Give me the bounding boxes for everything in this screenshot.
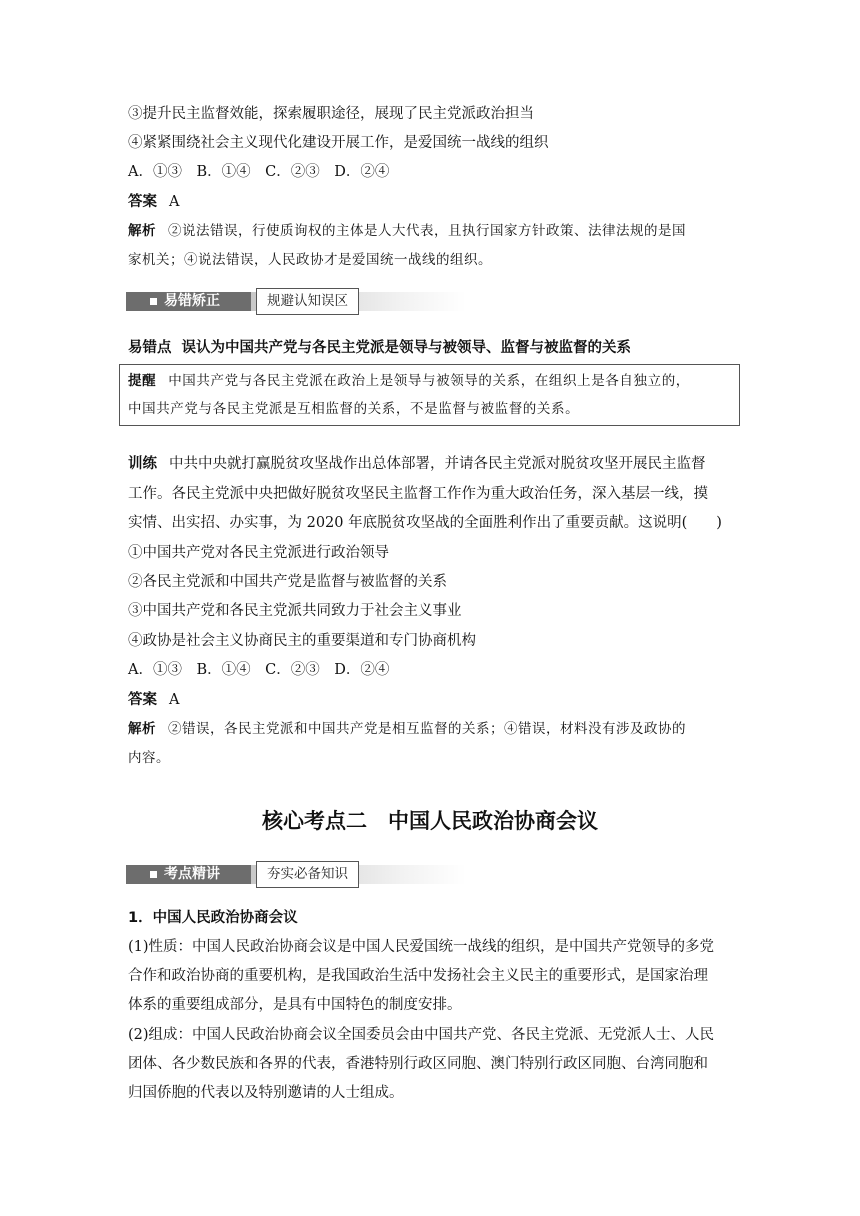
pitfall-text: 误认为中国共产党与各民主党派是领导与被领导、监督与被监督的关系 <box>181 340 631 356</box>
banner-tag: 考点精讲 <box>126 865 251 884</box>
banner-tag: 易错矫正 <box>126 292 251 311</box>
analysis-line-1 <box>128 221 740 241</box>
training-line-1: 训练 中共中央就打赢脱贫攻坚战作出总体部署，并请各民主党派对脱贫攻坚开展民主监督 <box>128 456 706 472</box>
section-banner-pitfall <box>126 284 466 318</box>
answer-label: 答案 <box>128 194 157 210</box>
knowledge-p1-line-1: (1)性质：中国人民政治协商会议是中国人民爱国统一战线的组织，是中国共产党领导的多党 <box>128 939 715 955</box>
training-label: 训练 <box>128 456 157 472</box>
training-option-2: ②各民主党派和中国共产党是监督与被监督的关系 <box>128 574 447 590</box>
square-bullet-icon <box>150 871 157 878</box>
analysis-text: ②说法错误，行使质询权的主体是人大代表，且执行国家方针政策、法律法规的是国 <box>168 223 686 239</box>
answer-label: 答案 <box>128 692 157 708</box>
training-analysis-1: 解析 ②错误，各民主党派和中国共产党是相互监督的关系；④错误，材料没有涉及政协的 <box>128 721 686 737</box>
option-3: ③提升民主监督效能，探索履职途径，展现了民主党派政治担当 <box>128 106 534 122</box>
knowledge-p2-line-3: 归国侨胞的代表以及特别邀请的人士组成。 <box>128 1085 404 1101</box>
pitfall-line <box>128 338 740 358</box>
analysis-line-2: 家机关；④说法错误，人民政协才是爱国统一战线的组织。 <box>128 252 492 268</box>
training-answer <box>128 690 740 710</box>
analysis-label: 解析 <box>128 223 156 239</box>
section-title: 核心考点二 中国人民政治协商会议 <box>262 809 598 833</box>
tip-box <box>119 364 740 426</box>
training-option-4: ④政协是社会主义协商民主的重要渠道和专门协商机构 <box>128 633 476 649</box>
training-choices: A．①③ B．①④ C．②③ D．②④ <box>128 662 390 678</box>
tip-label: 提醒 <box>128 373 157 389</box>
answer-value: A <box>169 692 180 708</box>
banner-subtitle: 夯实必备知识 <box>256 861 359 888</box>
knowledge-heading: 1．中国人民政治协商会议 <box>128 910 298 926</box>
training-line-3: 实情、出实招、办实事，为 2020 年底脱贫攻坚战的全面胜利作出了重要贡献。这说明( ) <box>128 515 722 531</box>
tip-line-1: 提醒 中国共产党与各民主党派在政治上是领导与被领导的关系，在组织上是各自独立的， <box>128 373 690 389</box>
knowledge-p1-line-3: 体系的重要组成部分，是具有中国特色的制度安排。 <box>128 997 462 1013</box>
knowledge-p1-line-2: 合作和政治协商的重要机构，是我国政治生活中发扬社会主义民主的重要形式，是国家治理 <box>128 968 708 984</box>
training-line-2: 工作。各民主党派中央把做好脱贫攻坚民主监督工作作为重大政治任务，深入基层一线，摸 <box>128 486 708 502</box>
tip-line-2: 中国共产党与各民主党派是互相监督的关系，不是监督与被监督的关系。 <box>128 401 580 417</box>
knowledge-p2-line-2: 团体、各少数民族和各界的代表，香港特别行政区同胞、澳门特别行政区同胞、台湾同胞和 <box>128 1056 708 1072</box>
option-4: ④紧紧围绕社会主义现代化建设开展工作，是爱国统一战线的组织 <box>128 135 549 151</box>
answer-line <box>128 192 740 212</box>
banner-subtitle: 规避认知误区 <box>256 288 359 315</box>
square-bullet-icon <box>150 298 157 305</box>
training-analysis-2: 内容。 <box>128 750 170 766</box>
analysis-label: 解析 <box>128 721 156 737</box>
training-option-1: ①中国共产党对各民主党派进行政治领导 <box>128 545 389 561</box>
answer-value: A <box>169 194 180 210</box>
choices: A．①③ B．①④ C．②③ D．②④ <box>128 164 390 180</box>
section-banner-keypoint <box>126 857 466 891</box>
pitfall-label: 易错点 <box>128 340 172 356</box>
training-option-3: ③中国共产党和各民主党派共同致力于社会主义事业 <box>128 603 462 619</box>
knowledge-p2-line-1: (2)组成：中国人民政治协商会议全国委员会由中国共产党、各民主党派、无党派人士、人民 <box>128 1027 715 1043</box>
